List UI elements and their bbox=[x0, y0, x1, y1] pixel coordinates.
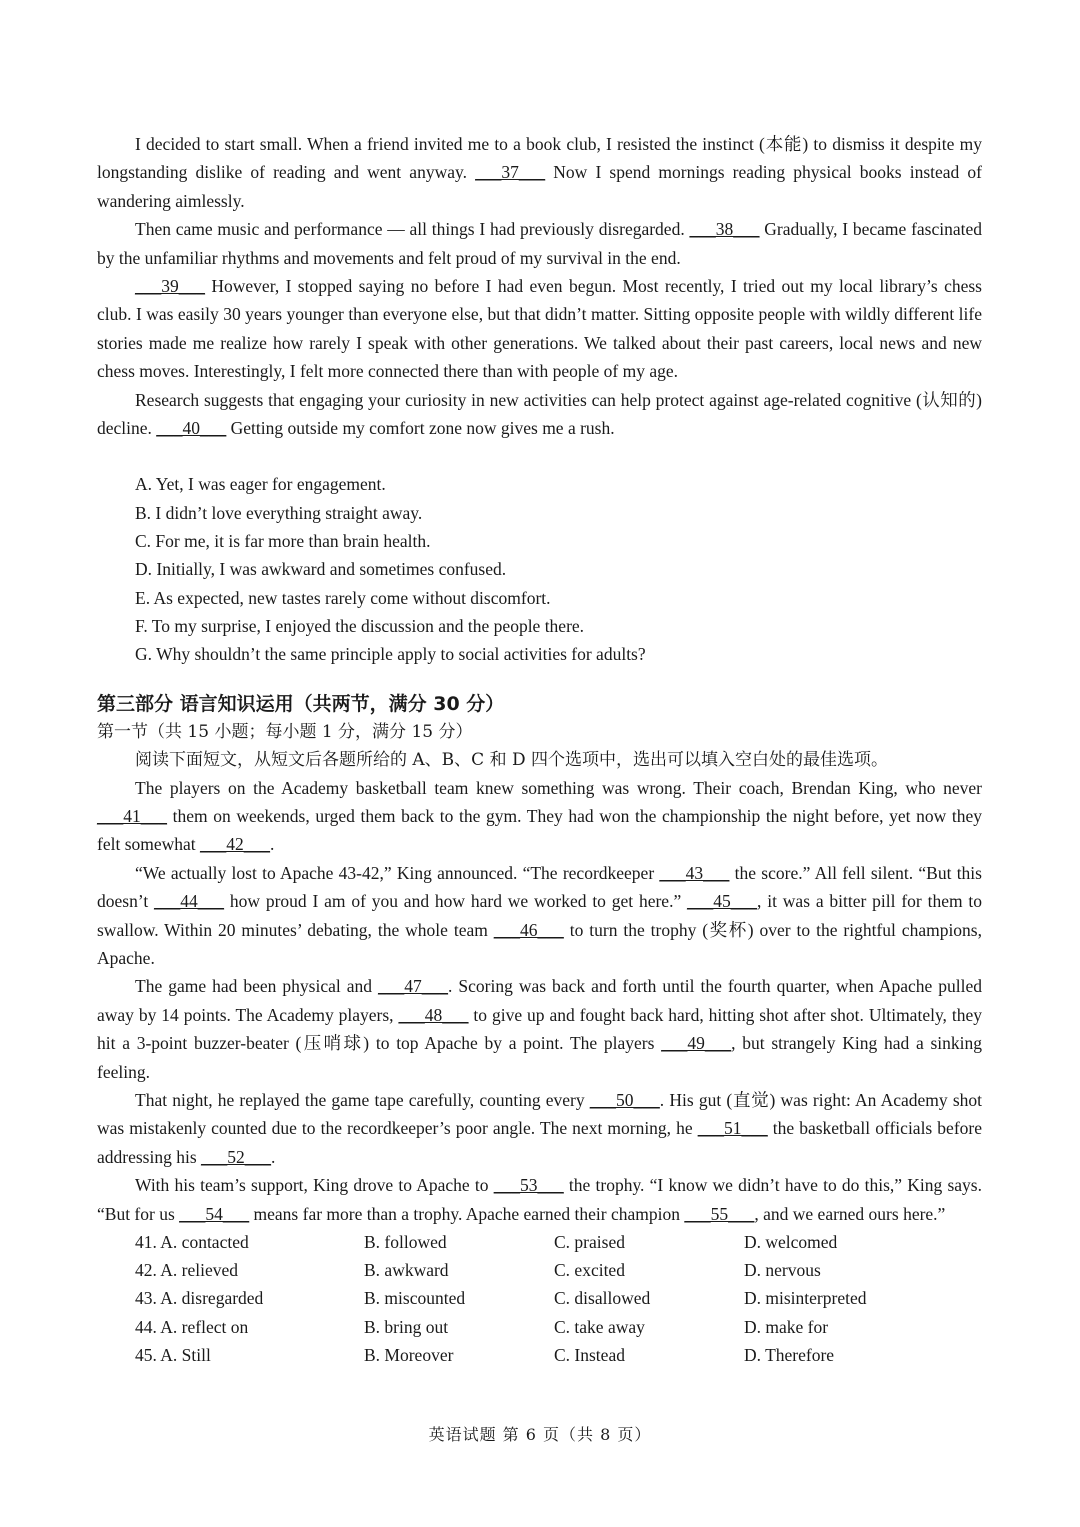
text: . His gut (直觉) was right: An Academy shot was mistakenly counted due to the recordkeeper’s poor angle. The next morning, he bbox=[97, 1090, 983, 1139]
option-a: A. Yet, I was eager for engagement. bbox=[135, 474, 386, 495]
choice: 43. A. disregarded bbox=[135, 1288, 264, 1309]
blank-40: ___40___ bbox=[156, 418, 227, 439]
blank-47: ___47___ bbox=[378, 976, 449, 997]
text: . bbox=[271, 1146, 276, 1167]
choice: B. awkward bbox=[364, 1259, 449, 1280]
text: The game had been physical and bbox=[135, 976, 379, 997]
option-c: C. For me, it is far more than brain health. bbox=[135, 531, 431, 552]
text: However, I stopped saying no before I had even begun. Most recently, I tried out my local library’s chess club. I was easily 30 years younger than everyone else, but that didn’t matter. Sitting opposite people with wildly different life stories made me realize how rarely I speak with other generations. We talked about their past careers, local news and new chess moves. Interestingly, I felt more connected there than with people of my age. bbox=[97, 276, 982, 382]
blank-42: ___42___ bbox=[200, 834, 271, 855]
text: . bbox=[270, 834, 275, 855]
question-row-42 bbox=[135, 1256, 944, 1284]
text: them on weekends, urged them back to the gym. They had won the championship the night before, yet now they felt somewhat bbox=[97, 805, 982, 855]
spacer bbox=[97, 442, 982, 470]
text: Now I spend mornings reading physical books instead of wandering aimlessly. bbox=[97, 162, 983, 211]
blank-53: ___53___ bbox=[493, 1175, 564, 1196]
text: the score.” All fell silent. “But this doesn’t bbox=[97, 862, 982, 912]
choice: B. bring out bbox=[364, 1316, 449, 1337]
choice: C. disallowed bbox=[554, 1288, 651, 1309]
text: Then came music and performance — all things I had previously disregarded. bbox=[135, 219, 690, 240]
text: , it was a bitter pill for them to swallow. Within 20 minutes’ debating, the whole team bbox=[97, 891, 983, 940]
choice: D. welcomed bbox=[744, 1231, 838, 1252]
cloze-passage bbox=[97, 774, 982, 1229]
choice: B. Moreover bbox=[364, 1344, 454, 1365]
text: Gradually, I became fascinated by the unfamiliar rhythms and movements and felt proud of my survival in the end. bbox=[97, 219, 983, 268]
text: The players on the Academy basketball team knew something was wrong. Their coach, Brendan King, who never bbox=[135, 777, 982, 798]
blank-44: ___44___ bbox=[154, 891, 225, 912]
text: , and we earned ours here.” bbox=[754, 1203, 946, 1224]
option-d: D. Initially, I was awkward and sometimes confused. bbox=[135, 559, 507, 580]
text: the trophy. “I know we didn’t have to do this,” King says. “But for us bbox=[97, 1175, 982, 1224]
choice: D. make for bbox=[744, 1316, 829, 1337]
blank-48: ___48___ bbox=[398, 1004, 469, 1025]
blank-55: ___55___ bbox=[684, 1203, 755, 1224]
choice: 41. A. contacted bbox=[135, 1231, 249, 1252]
page-footer: 英语试题 第 6 页（共 8 页） bbox=[428, 1425, 652, 1444]
text: With his team’s support, King drove to Apache to bbox=[135, 1175, 494, 1196]
cloze-paragraph bbox=[97, 1086, 982, 1171]
reading-paragraph bbox=[97, 130, 982, 215]
text: I decided to start small. When a friend invited me to a book club, I resisted the instinct (本能) to dismiss it despite my longstanding dislike of reading and went anyway. bbox=[97, 134, 982, 183]
reading-paragraph bbox=[97, 215, 982, 272]
blank-52: ___52___ bbox=[201, 1146, 272, 1167]
choice: C. praised bbox=[554, 1231, 625, 1252]
text: to give up and fought back hard, hitting shot after shot. Ultimately, they hit a 3-point buzzer-beater (压哨球) to top Apache by a point. The players bbox=[97, 1004, 982, 1054]
blank-45: ___45___ bbox=[687, 891, 758, 912]
reading-paragraph bbox=[97, 272, 982, 386]
reading-paragraph bbox=[97, 386, 982, 443]
option-f: F. To my surprise, I enjoyed the discussion and the people there. bbox=[135, 615, 585, 636]
cloze-paragraph bbox=[97, 859, 982, 973]
choice: 45. A. Still bbox=[135, 1344, 211, 1365]
cloze-paragraph bbox=[97, 972, 982, 1086]
blank-39: ___39___ bbox=[135, 276, 205, 297]
cloze-paragraph bbox=[97, 774, 982, 859]
choice: C. excited bbox=[554, 1259, 625, 1280]
section-subtitle: 第一节（共 15 小题；每小题 1 分，满分 15 分） bbox=[97, 721, 473, 742]
question-row-43 bbox=[135, 1285, 944, 1313]
text: the basketball officials before addressing his bbox=[97, 1118, 982, 1167]
text: . Scoring was back and forth until the fourth quarter, when Apache pulled away by 14 points. The Academy players, bbox=[97, 976, 982, 1025]
cloze-paragraph bbox=[97, 1171, 982, 1228]
text: Research suggests that engaging your curiosity in new activities can help protect against age-related cognitive (认知的) decline. bbox=[97, 389, 982, 439]
choice: C. Instead bbox=[554, 1344, 625, 1365]
choice: B. followed bbox=[364, 1231, 447, 1252]
section-instruction: 阅读下面短文，从短文后各题所给的 A、B、C 和 D 四个选项中，选出可以填入空白处的最佳选项。 bbox=[135, 749, 889, 770]
question-row-45 bbox=[135, 1341, 944, 1369]
section-title: 第三部分 语言知识运用（共两节，满分 30 分） bbox=[97, 692, 505, 715]
blank-38: ___38___ bbox=[689, 219, 760, 240]
option-g: G. Why shouldn’t the same principle apply to social activities for adults? bbox=[135, 644, 646, 665]
reading-passage bbox=[97, 130, 982, 442]
choice: 44. A. reflect on bbox=[135, 1316, 249, 1337]
choice: D. nervous bbox=[744, 1259, 821, 1280]
seven-choice-options bbox=[135, 470, 982, 668]
page-content bbox=[97, 130, 982, 1370]
option-b: B. I didn’t love everything straight away. bbox=[135, 502, 423, 523]
blank-50: ___50___ bbox=[589, 1090, 660, 1111]
question-row-41 bbox=[135, 1228, 944, 1256]
blank-49: ___49___ bbox=[661, 1033, 732, 1054]
choice: D. Therefore bbox=[744, 1344, 835, 1365]
text: “We actually lost to Apache 43-42,” King announced. “The recordkeeper bbox=[135, 862, 660, 883]
text: Getting outside my comfort zone now gives me a rush. bbox=[226, 418, 615, 439]
text: means far more than a trophy. Apache earned their champion bbox=[249, 1203, 685, 1224]
choice: D. misinterpreted bbox=[744, 1288, 867, 1309]
blank-46: ___46___ bbox=[493, 919, 564, 940]
question-row-44 bbox=[135, 1313, 944, 1341]
option-e: E. As expected, new tastes rarely come without discomfort. bbox=[135, 587, 551, 608]
text: to turn the trophy (奖杯) over to the rightful champions, Apache. bbox=[97, 919, 982, 968]
choice: 42. A. relieved bbox=[135, 1259, 239, 1280]
blank-54: ___54___ bbox=[179, 1203, 250, 1224]
answer-choices-table bbox=[135, 1228, 944, 1369]
text: how proud I am of you and how hard we worked to get here.” bbox=[224, 891, 688, 912]
choice: B. miscounted bbox=[364, 1288, 466, 1309]
blank-37: ___37___ bbox=[475, 162, 546, 183]
blank-41: ___41___ bbox=[97, 805, 167, 826]
blank-43: ___43___ bbox=[659, 862, 730, 883]
text: , but strangely King had a sinking feeling. bbox=[97, 1033, 982, 1082]
choice: C. take away bbox=[554, 1316, 645, 1337]
blank-51: ___51___ bbox=[697, 1118, 768, 1139]
text: That night, he replayed the game tape carefully, counting every bbox=[135, 1090, 590, 1111]
